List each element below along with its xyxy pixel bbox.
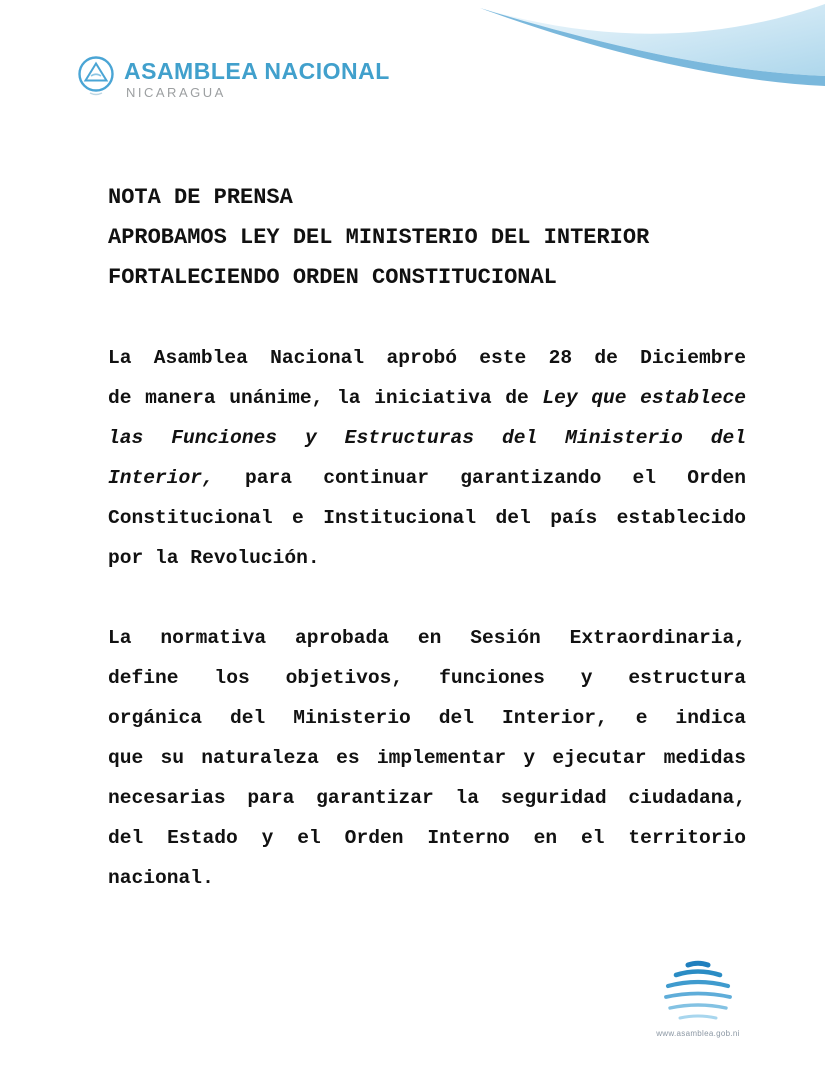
text-segment: del Estado y el Orden Interno en el territorio xyxy=(108,827,746,849)
paragraph-line xyxy=(108,498,746,538)
text-segment: define los objetivos, funciones y estructura xyxy=(108,667,746,689)
org-name: ASAMBLEA NACIONAL xyxy=(124,58,390,84)
paragraph-line xyxy=(108,778,746,818)
text-segment: orgánica del Ministerio del Interior, e indica xyxy=(108,707,746,729)
text-segment: FORTALECIENDO ORDEN CONSTITUCIONAL xyxy=(108,265,557,290)
text-segment: La normativa aprobada en Sesión Extraordinaria, xyxy=(108,627,746,649)
title-line xyxy=(108,178,746,218)
paragraph-line xyxy=(108,458,746,498)
title-line xyxy=(108,218,746,258)
text-segment: necesarias para garantizar la seguridad ciudadana, xyxy=(108,787,746,809)
paragraph-line xyxy=(108,738,746,778)
paragraph-line xyxy=(108,858,746,898)
paragraph-line xyxy=(108,818,746,858)
text-segment: Interior, xyxy=(108,467,214,489)
globe-logo-icon xyxy=(654,959,742,1025)
press-release-title xyxy=(108,178,746,298)
org-text-block xyxy=(124,54,390,102)
footer-mark xyxy=(643,959,753,1038)
org-country: NICARAGUA xyxy=(126,85,226,100)
text-segment: Ley que establece xyxy=(542,387,746,409)
letterhead xyxy=(76,54,390,102)
text-segment: APROBAMOS LEY DEL MINISTERIO DEL INTERIOR xyxy=(108,225,650,250)
paragraph-line xyxy=(108,338,746,378)
press-release-paragraph-2 xyxy=(108,618,746,898)
text-segment: de manera unánime, la iniciativa de xyxy=(108,387,543,409)
text-segment: las Funciones y Estructuras del Ministerio del xyxy=(108,427,746,449)
website-url: www.asamblea.gob.ni xyxy=(656,1029,740,1038)
press-release-body xyxy=(108,178,746,938)
text-segment: La Asamblea Nacional aprobó este 28 de Diciembre xyxy=(108,347,746,369)
text-segment: Constitucional e Institucional del país establecido xyxy=(108,507,746,529)
press-release-paragraph-1 xyxy=(108,338,746,578)
paragraph-line xyxy=(108,538,746,578)
paragraph-line xyxy=(108,618,746,658)
text-segment: nacional. xyxy=(108,867,214,889)
assembly-emblem-icon xyxy=(76,54,116,98)
title-line xyxy=(108,258,746,298)
paragraph-line xyxy=(108,698,746,738)
header-swoosh-decoration xyxy=(480,0,825,110)
text-segment: para continuar garantizando el Orden xyxy=(213,467,746,489)
text-segment: por la Revolución. xyxy=(108,547,320,569)
paragraph-line xyxy=(108,418,746,458)
paragraph-line xyxy=(108,658,746,698)
text-segment: que su naturaleza es implementar y ejecutar medidas xyxy=(108,747,746,769)
paragraph-line xyxy=(108,378,746,418)
text-segment: NOTA DE PRENSA xyxy=(108,185,293,210)
